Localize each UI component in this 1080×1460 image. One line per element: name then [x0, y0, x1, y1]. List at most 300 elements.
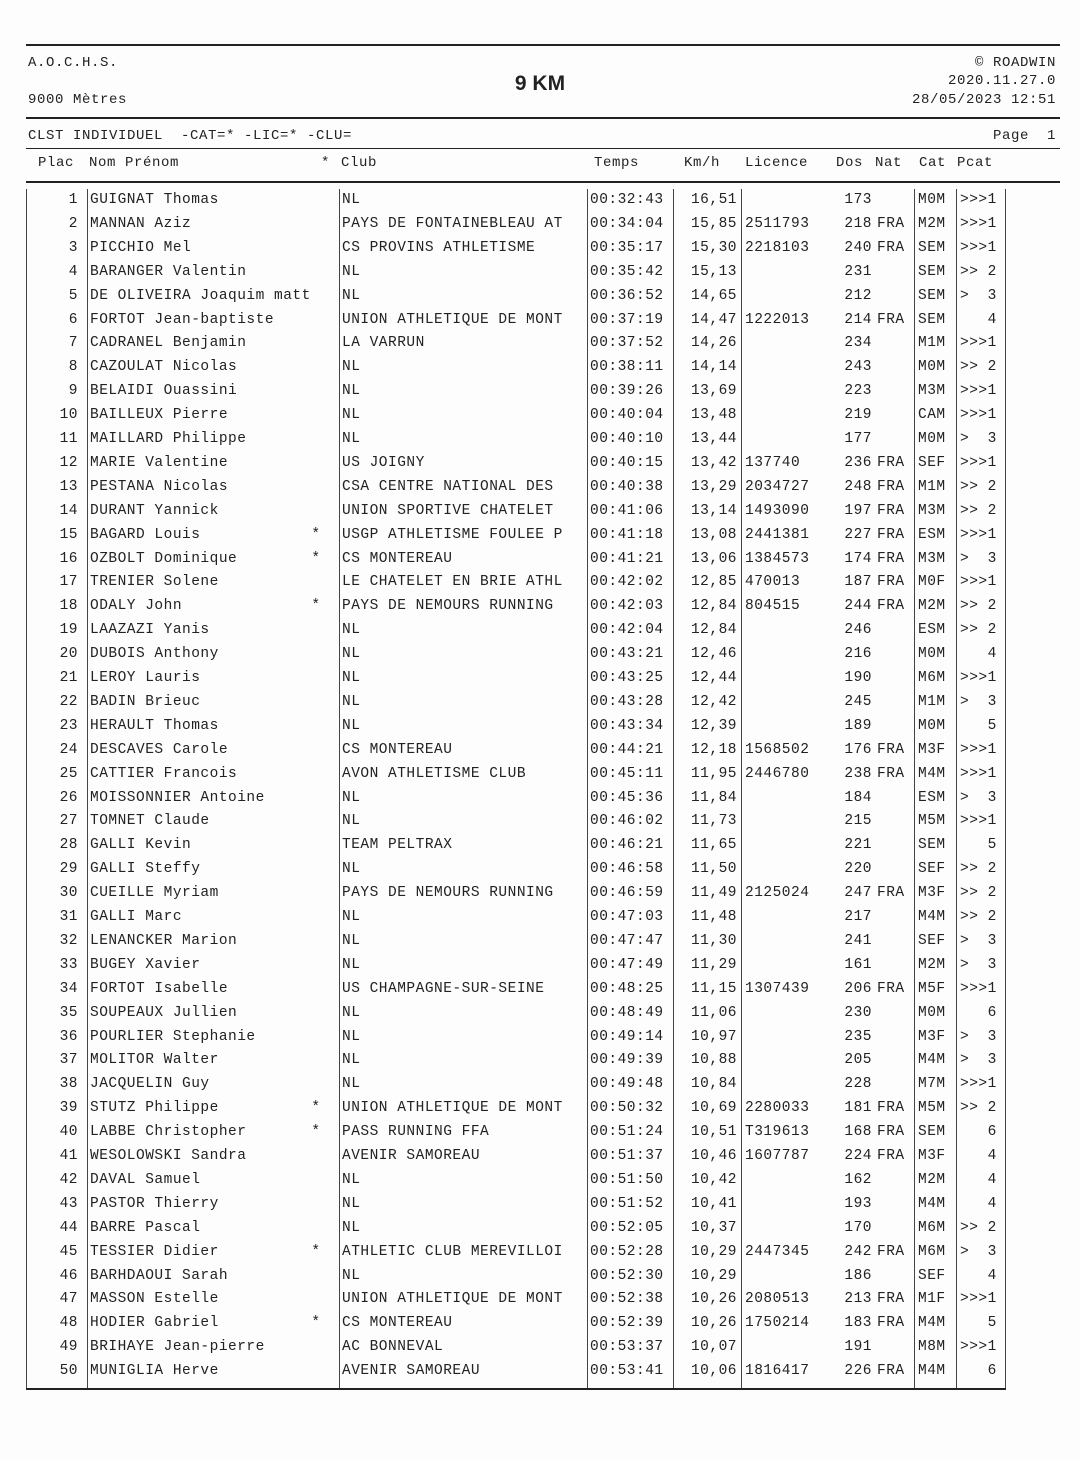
category-cell: M0M: [918, 1004, 946, 1021]
category-cell: M1M: [918, 335, 946, 352]
time-cell: 00:46:58: [590, 861, 664, 878]
club-cell: NL: [342, 287, 361, 304]
category-cell: M2M: [918, 1171, 946, 1188]
place-cell: 41: [59, 1148, 78, 1164]
name-cell: BELAIDI Ouassini: [90, 383, 238, 400]
name-cell: HODIER Gabriel: [90, 1315, 219, 1332]
speed-cell: 11,84: [690, 789, 737, 806]
copyright: © ROADWIN: [974, 55, 1056, 71]
club-cell: NL: [342, 1076, 361, 1093]
category-rank-cell: 4: [960, 646, 997, 663]
speed-cell: 13,29: [690, 478, 737, 495]
category-rank-cell: > 3: [960, 693, 997, 710]
time-cell: 00:45:36: [590, 789, 664, 806]
table-row: [0, 906, 1080, 930]
place-cell: 19: [59, 622, 78, 639]
category-rank-cell: >> 2: [960, 622, 997, 639]
place-cell: 5: [68, 287, 78, 304]
category-rank-cell: >>>1: [960, 1076, 997, 1093]
name-cell: BAILLEUX Pierre: [90, 407, 229, 424]
category-rank-cell: > 3: [960, 1028, 997, 1045]
table-row: [0, 571, 1080, 595]
bib-cell: 245: [844, 693, 872, 710]
time-cell: 00:52:30: [590, 1267, 664, 1284]
time-cell: 00:40:38: [590, 478, 664, 495]
name-cell: MOISSONNIER Antoine: [90, 789, 265, 806]
speed-cell: 10,26: [690, 1315, 737, 1332]
table-row: [0, 356, 1080, 380]
page-title: 9 KM: [514, 72, 566, 95]
table-row: [0, 500, 1080, 524]
licence-cell: 1568502: [745, 741, 810, 758]
bib-cell: 206: [844, 980, 872, 997]
time-cell: 00:53:37: [590, 1339, 664, 1356]
category-rank-cell: 4: [960, 311, 997, 328]
bib-cell: 247: [844, 885, 872, 902]
time-cell: 00:42:04: [590, 622, 664, 639]
flag-cell: *: [311, 1243, 321, 1260]
club-cell: NL: [342, 431, 361, 447]
place-cell: 36: [59, 1028, 78, 1045]
club-cell: USGP ATHLETISME FOULEE P: [342, 526, 563, 543]
licence-cell: 2511793: [745, 215, 810, 232]
table-row: [0, 332, 1080, 356]
club-cell: UNION ATHLETIQUE DE MONT: [342, 1291, 563, 1308]
time-cell: 00:51:24: [590, 1124, 664, 1141]
name-cell: GALLI Kevin: [90, 837, 192, 854]
bib-cell: 173: [844, 192, 872, 208]
name-cell: MOLITOR Walter: [90, 1052, 219, 1069]
category-rank-cell: >>>1: [960, 383, 997, 400]
category-cell: M0M: [918, 717, 946, 734]
club-cell: NL: [342, 717, 361, 734]
category-rank-cell: 6: [960, 1363, 997, 1380]
place-cell: 32: [59, 932, 78, 949]
category-rank-cell: > 3: [960, 956, 997, 973]
speed-cell: 12,46: [690, 646, 737, 663]
category-cell: M4M: [918, 1195, 946, 1212]
place-cell: 34: [59, 980, 78, 997]
print-datetime: 28/05/2023 12:51: [911, 92, 1056, 108]
time-cell: 00:41:18: [590, 526, 664, 543]
speed-cell: 12,39: [690, 717, 737, 734]
name-cell: FORTOT Jean-baptiste: [90, 311, 275, 328]
nationality-cell: FRA: [877, 1243, 905, 1260]
club-cell: NL: [342, 646, 361, 663]
club-cell: NL: [342, 263, 361, 280]
category-cell: M3M: [918, 502, 946, 519]
name-cell: DE OLIVEIRA Joaquim matt: [90, 287, 311, 304]
time-cell: 00:45:11: [590, 765, 664, 782]
table-row: [0, 309, 1080, 333]
table-row: [0, 930, 1080, 954]
category-rank-cell: >>>1: [960, 526, 997, 543]
category-cell: M6M: [918, 1219, 946, 1236]
column-header-rule: [26, 181, 1060, 183]
speed-cell: 11,48: [690, 909, 737, 925]
club-cell: NL: [342, 1171, 361, 1188]
category-rank-cell: 6: [960, 1124, 997, 1141]
nationality-cell: FRA: [877, 478, 905, 495]
bib-cell: 176: [844, 741, 872, 758]
speed-cell: 10,41: [690, 1195, 737, 1212]
col-header-licence: Licence: [745, 155, 809, 171]
category-rank-cell: >> 2: [960, 885, 997, 902]
table-row: [0, 787, 1080, 811]
speed-cell: 13,44: [690, 431, 737, 447]
nationality-cell: FRA: [877, 1100, 905, 1117]
place-cell: 21: [59, 670, 78, 686]
club-cell: NL: [342, 1028, 361, 1045]
nationality-cell: FRA: [877, 765, 905, 782]
table-row: [0, 1121, 1080, 1145]
name-cell: BARHDAOUI Sarah: [90, 1267, 229, 1284]
name-cell: JACQUELIN Guy: [90, 1076, 210, 1093]
place-cell: 22: [59, 693, 78, 710]
time-cell: 00:42:03: [590, 598, 664, 615]
club-cell: AVON ATHLETISME CLUB: [342, 765, 527, 782]
speed-cell: 11,95: [690, 765, 737, 782]
category-rank-cell: >>>1: [960, 1291, 997, 1308]
nationality-cell: FRA: [877, 311, 905, 328]
club-cell: PAYS DE FONTAINEBLEAU AT: [342, 215, 563, 232]
bib-cell: 174: [844, 550, 872, 567]
place-cell: 49: [59, 1339, 78, 1356]
table-row: [0, 1241, 1080, 1265]
speed-cell: 14,47: [690, 311, 737, 328]
club-cell: NL: [342, 1004, 361, 1021]
licence-cell: 804515: [745, 598, 801, 615]
flag-cell: *: [311, 598, 321, 615]
category-rank-cell: > 3: [960, 550, 997, 567]
col-header-pcat: Pcat: [957, 155, 994, 171]
club-cell: UNION ATHLETIQUE DE MONT: [342, 1100, 563, 1117]
category-cell: M4M: [918, 1315, 946, 1332]
bib-cell: 183: [844, 1315, 872, 1332]
licence-cell: 1750214: [745, 1315, 810, 1332]
category-rank-cell: >> 2: [960, 1100, 997, 1117]
category-rank-cell: >>>1: [960, 1339, 997, 1356]
time-cell: 00:49:39: [590, 1052, 664, 1069]
category-cell: M3F: [918, 741, 946, 758]
category-rank-cell: >>>1: [960, 741, 997, 758]
category-rank-cell: >> 2: [960, 478, 997, 495]
flag-cell: *: [311, 526, 321, 543]
time-cell: 00:36:52: [590, 287, 664, 304]
name-cell: BARANGER Valentin: [90, 263, 247, 280]
bib-cell: 221: [844, 837, 872, 854]
page-number: Page 1: [992, 128, 1056, 144]
nationality-cell: FRA: [877, 598, 905, 615]
licence-cell: 137740: [745, 454, 801, 471]
club-cell: LA VARRUN: [342, 335, 425, 352]
club-cell: NL: [342, 909, 361, 925]
name-cell: ODALY John: [90, 598, 183, 615]
time-cell: 00:47:03: [590, 909, 664, 925]
licence-cell: 2218103: [745, 239, 810, 256]
name-cell: GALLI Marc: [90, 909, 183, 925]
category-rank-cell: 5: [960, 837, 997, 854]
place-cell: 17: [59, 574, 78, 591]
bib-cell: 217: [844, 909, 872, 925]
filter-line: CLST INDIVIDUEL -CAT=* -LIC=* -CLU=: [28, 128, 353, 144]
place-cell: 38: [59, 1076, 78, 1093]
category-cell: M6M: [918, 670, 946, 686]
table-row: [0, 1049, 1080, 1073]
club-cell: NL: [342, 407, 361, 424]
category-rank-cell: >> 2: [960, 502, 997, 519]
table-row: [0, 213, 1080, 237]
place-cell: 14: [59, 502, 78, 519]
bib-cell: 242: [844, 1243, 872, 1260]
club-cell: PAYS DE NEMOURS RUNNING: [342, 885, 554, 902]
bib-cell: 191: [844, 1339, 872, 1356]
place-cell: 42: [59, 1171, 78, 1188]
name-cell: PICCHIO Mel: [90, 239, 192, 256]
name-cell: MARIE Valentine: [90, 454, 229, 471]
club-cell: AVENIR SAMOREAU: [342, 1363, 481, 1380]
speed-cell: 10,37: [690, 1219, 737, 1236]
place-cell: 48: [59, 1315, 78, 1332]
table-row: [0, 1002, 1080, 1026]
name-cell: CADRANEL Benjamin: [90, 335, 247, 352]
category-rank-cell: >>>1: [960, 192, 997, 208]
top-rule: [26, 44, 1060, 46]
name-cell: CUEILLE Myriam: [90, 885, 219, 902]
nationality-cell: FRA: [877, 550, 905, 567]
category-cell: SEM: [918, 239, 946, 256]
time-cell: 00:39:26: [590, 383, 664, 400]
name-cell: LAAZAZI Yanis: [90, 622, 210, 639]
category-rank-cell: >>>1: [960, 239, 997, 256]
time-cell: 00:35:42: [590, 263, 664, 280]
category-rank-cell: > 3: [960, 1243, 997, 1260]
club-cell: CSA CENTRE NATIONAL DES: [342, 478, 554, 495]
category-cell: M2M: [918, 956, 946, 973]
time-cell: 00:46:02: [590, 813, 664, 830]
club-cell: ATHLETIC CLUB MEREVILLOI: [342, 1243, 563, 1260]
place-cell: 12: [59, 454, 78, 471]
category-cell: M1F: [918, 1291, 946, 1308]
bib-cell: 220: [844, 861, 872, 878]
licence-cell: 2446780: [745, 765, 810, 782]
table-bottom-rule: [26, 1388, 1006, 1390]
table-row: [0, 524, 1080, 548]
speed-cell: 11,65: [690, 837, 737, 854]
bib-cell: 235: [844, 1028, 872, 1045]
club-cell: CS MONTEREAU: [342, 1315, 453, 1332]
licence-cell: 1816417: [745, 1363, 810, 1380]
speed-cell: 15,85: [690, 215, 737, 232]
time-cell: 00:43:25: [590, 670, 664, 686]
time-cell: 00:51:37: [590, 1148, 664, 1164]
speed-cell: 11,29: [690, 956, 737, 973]
bib-cell: 193: [844, 1195, 872, 1212]
bib-cell: 246: [844, 622, 872, 639]
category-rank-cell: 4: [960, 1148, 997, 1164]
category-cell: ESM: [918, 622, 946, 639]
speed-cell: 10,84: [690, 1076, 737, 1093]
table-row: [0, 380, 1080, 404]
club-cell: NL: [342, 693, 361, 710]
place-cell: 3: [68, 239, 78, 256]
table-row: [0, 428, 1080, 452]
table-row: [0, 1265, 1080, 1289]
place-cell: 18: [59, 598, 78, 615]
place-cell: 46: [59, 1267, 78, 1284]
table-row: [0, 452, 1080, 476]
category-rank-cell: >> 2: [960, 909, 997, 925]
place-cell: 11: [59, 431, 78, 447]
speed-cell: 11,06: [690, 1004, 737, 1021]
speed-cell: 15,30: [690, 239, 737, 256]
time-cell: 00:51:52: [590, 1195, 664, 1212]
table-row: [0, 643, 1080, 667]
category-cell: SEM: [918, 1124, 946, 1141]
time-cell: 00:53:41: [590, 1363, 664, 1380]
table-row: [0, 1336, 1080, 1360]
table-row: [0, 954, 1080, 978]
bib-cell: 205: [844, 1052, 872, 1069]
speed-cell: 16,51: [690, 192, 737, 208]
club-cell: NL: [342, 670, 361, 686]
speed-cell: 12,85: [690, 574, 737, 591]
nationality-cell: FRA: [877, 526, 905, 543]
place-cell: 47: [59, 1291, 78, 1308]
bib-cell: 170: [844, 1219, 872, 1236]
bib-cell: 181: [844, 1100, 872, 1117]
place-cell: 20: [59, 646, 78, 663]
licence-cell: 1222013: [745, 311, 810, 328]
category-cell: M7M: [918, 1076, 946, 1093]
table-row: [0, 763, 1080, 787]
table-row: [0, 1217, 1080, 1241]
licence-cell: 470013: [745, 574, 801, 591]
nationality-cell: FRA: [877, 980, 905, 997]
bib-cell: 241: [844, 932, 872, 949]
name-cell: OZBOLT Dominique: [90, 550, 238, 567]
category-cell: SEM: [918, 837, 946, 854]
time-cell: 00:52:05: [590, 1219, 664, 1236]
filter-rule: [26, 148, 1060, 149]
table-row: [0, 261, 1080, 285]
bib-cell: 162: [844, 1171, 872, 1188]
table-row: [0, 1193, 1080, 1217]
time-cell: 00:40:04: [590, 407, 664, 424]
place-cell: 33: [59, 956, 78, 973]
table-row: [0, 1026, 1080, 1050]
category-rank-cell: >> 2: [960, 263, 997, 280]
time-cell: 00:47:49: [590, 956, 664, 973]
nationality-cell: FRA: [877, 502, 905, 519]
club-cell: NL: [342, 1219, 361, 1236]
club-cell: LE CHATELET EN BRIE ATHL: [342, 574, 563, 591]
category-cell: SEM: [918, 287, 946, 304]
bib-cell: 234: [844, 335, 872, 352]
category-rank-cell: 4: [960, 1195, 997, 1212]
club-cell: UNION ATHLETIQUE DE MONT: [342, 311, 563, 328]
speed-cell: 10,88: [690, 1052, 737, 1069]
place-cell: 16: [59, 550, 78, 567]
category-cell: M3M: [918, 383, 946, 400]
time-cell: 00:41:21: [590, 550, 664, 567]
table-row: [0, 1097, 1080, 1121]
time-cell: 00:40:10: [590, 431, 664, 447]
speed-cell: 14,65: [690, 287, 737, 304]
table-row: [0, 595, 1080, 619]
name-cell: MAILLARD Philippe: [90, 431, 247, 447]
bib-cell: 228: [844, 1076, 872, 1093]
table-row: [0, 404, 1080, 428]
category-rank-cell: >> 2: [960, 359, 997, 376]
category-cell: ESM: [918, 789, 946, 806]
name-cell: TESSIER Didier: [90, 1243, 219, 1260]
licence-cell: 2080513: [745, 1291, 810, 1308]
flag-cell: *: [311, 550, 321, 567]
club-cell: NL: [342, 813, 361, 830]
time-cell: 00:41:06: [590, 502, 664, 519]
version: 2020.11.27.0: [947, 73, 1056, 89]
speed-cell: 13,42: [690, 454, 737, 471]
category-cell: CAM: [918, 407, 946, 424]
time-cell: 00:43:28: [590, 693, 664, 710]
name-cell: LABBE Christopher: [90, 1124, 247, 1141]
category-cell: M2M: [918, 215, 946, 232]
club-cell: NL: [342, 192, 361, 208]
table-row: [0, 858, 1080, 882]
club-cell: AVENIR SAMOREAU: [342, 1148, 481, 1164]
club-cell: NL: [342, 932, 361, 949]
category-rank-cell: >> 2: [960, 1219, 997, 1236]
club-cell: NL: [342, 622, 361, 639]
place-cell: 31: [59, 909, 78, 925]
licence-cell: 1307439: [745, 980, 810, 997]
time-cell: 00:48:49: [590, 1004, 664, 1021]
flag-cell: *: [311, 1315, 321, 1332]
name-cell: STUTZ Philippe: [90, 1100, 219, 1117]
category-rank-cell: >>>1: [960, 574, 997, 591]
category-rank-cell: > 3: [960, 789, 997, 806]
bib-cell: 230: [844, 1004, 872, 1021]
name-cell: GALLI Steffy: [90, 861, 201, 878]
category-cell: M0F: [918, 574, 946, 591]
bib-cell: 219: [844, 407, 872, 424]
speed-cell: 15,13: [690, 263, 737, 280]
category-cell: SEF: [918, 1267, 946, 1284]
speed-cell: 10,51: [690, 1124, 737, 1141]
licence-cell: 1607787: [745, 1148, 810, 1164]
name-cell: LEROY Lauris: [90, 670, 201, 686]
speed-cell: 12,84: [690, 622, 737, 639]
place-cell: 2: [68, 215, 78, 232]
col-header-club: Club: [341, 155, 378, 171]
name-cell: DAVAL Samuel: [90, 1171, 201, 1188]
name-cell: GUIGNAT Thomas: [90, 192, 219, 208]
name-cell: LENANCKER Marion: [90, 932, 238, 949]
time-cell: 00:35:17: [590, 239, 664, 256]
speed-cell: 11,15: [690, 980, 737, 997]
nationality-cell: FRA: [877, 1363, 905, 1380]
club-cell: NL: [342, 1267, 361, 1284]
flag-cell: *: [311, 1100, 321, 1117]
club-cell: NL: [342, 1052, 361, 1069]
place-cell: 6: [68, 311, 78, 328]
nationality-cell: FRA: [877, 215, 905, 232]
club-cell: NL: [342, 861, 361, 878]
col-header-nat: Nat: [875, 155, 903, 171]
speed-cell: 11,49: [690, 885, 737, 902]
speed-cell: 10,69: [690, 1100, 737, 1117]
